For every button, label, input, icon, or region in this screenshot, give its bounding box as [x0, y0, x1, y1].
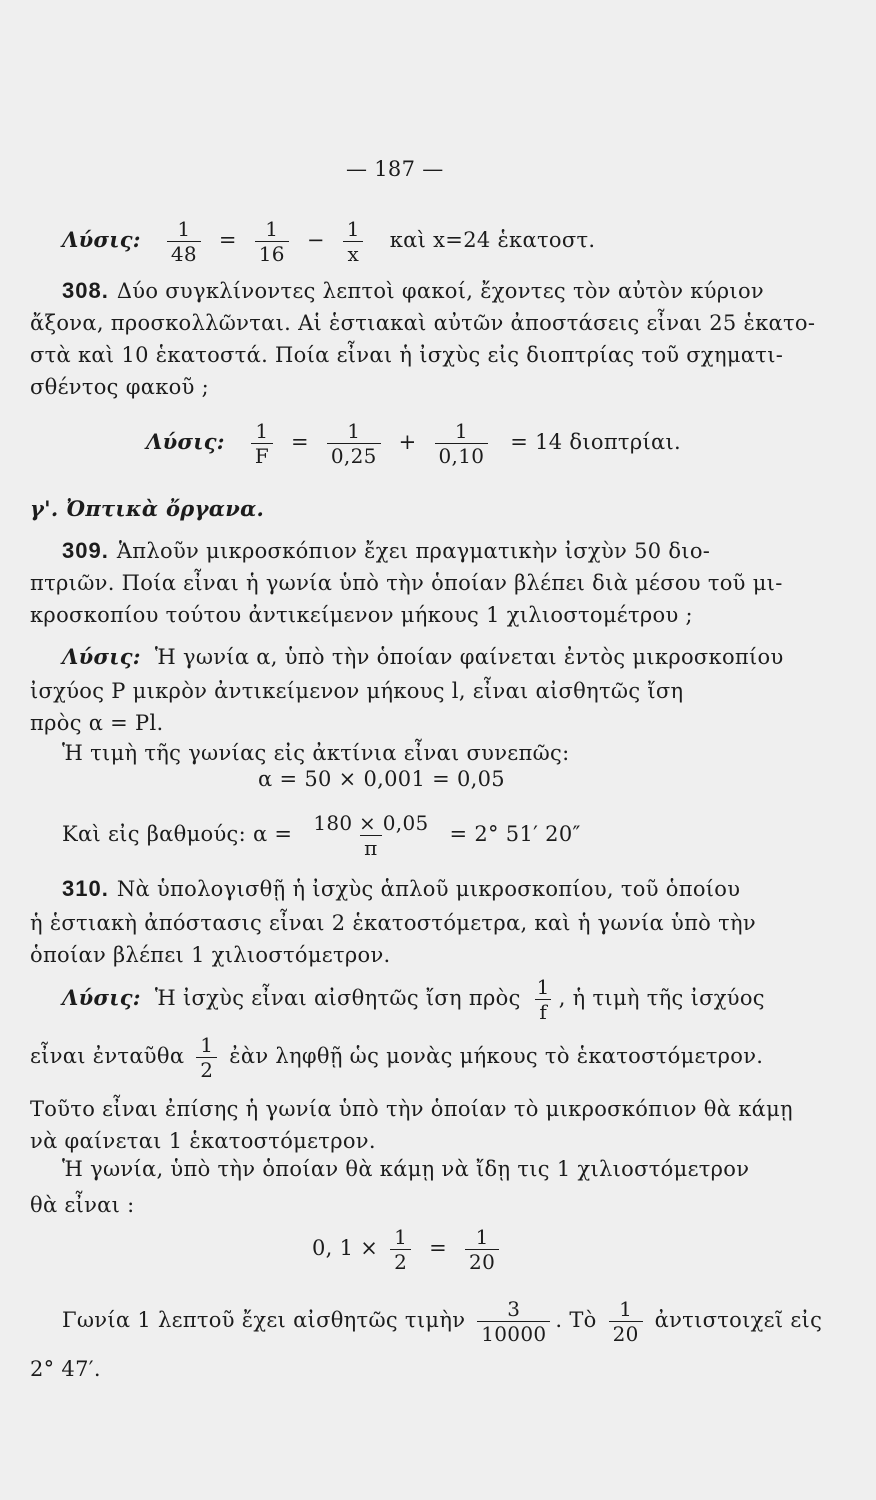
problem-310-solution-line-1: Λύσις: Ἡ ἰσχὺς εἶναι αἰσθητῶς ἴση πρὸς $\frac{1}{f}$ , ἡ τιμὴ τῆς ἰσχύος	[62, 975, 765, 1024]
final-line: Γωνία 1 λεπτοῦ ἔχει αἰσθητῶς τιμὴν $\frac{3}{10000}$ . Τὸ $\frac{1}{20}$ ἀντιστοιχεῖ εἰς	[62, 1297, 823, 1346]
fraction: $\frac{1}{0,10}$	[435, 421, 489, 466]
fraction: $\frac{3}{10000}$	[477, 1299, 550, 1344]
problem-number: 309.	[62, 538, 109, 563]
problem-308-line-1: 308. Δύο συγκλίνοντες λεπτοὶ φακοί, ἔχοντες τὸν αὐτὸν κύριον	[62, 278, 764, 303]
problem-310-line-2: ἡ ἑστιακὴ ἀπόστασις εἶναι 2 ἑκατοστόμετρα, καὶ ἡ γωνία ὑπὸ τὴν	[30, 911, 756, 935]
solution-label: Λύσις:	[62, 644, 141, 669]
fraction: $\frac{1}{0,25}$	[327, 421, 381, 466]
equation-angle: 0, 1 × $\frac{1}{2}$ = $\frac{1}{20}$	[312, 1218, 504, 1278]
fraction: $\frac{1}{2}$	[390, 1227, 411, 1272]
fraction: $\frac{1}{x}$	[343, 219, 364, 264]
fraction: $\frac{1}{16}$	[255, 219, 289, 264]
problem-310-solution-line-2: εἶναι ἐνταῦθα $\frac{1}{2}$ ἐὰν ληφθῇ ὡς μονὰς μήκους τὸ ἑκατοστόμετρον.	[30, 1033, 764, 1082]
problem-309-solution-line-2: ἰσχύος P μικρὸν ἀντικείμενον μήκους l, εἶναι αἰσθητῶς ἴση	[30, 679, 684, 703]
fraction: $\frac{1}{20}$	[465, 1227, 499, 1272]
equation-degrees: Καὶ εἰς βαθμούς: α = $\frac{180 \times 0,05}{\pi}$ = 2° 51′ 20″	[62, 811, 581, 860]
problem-308-line-2: ἄξονα, προσκολλῶνται. Αἱ ἑστιακαὶ αὐτῶν ἀποστάσεις εἶναι 25 ἑκατο-	[30, 311, 816, 335]
fraction: $\frac{1}{F}$	[251, 421, 273, 466]
problem-309-solution-line-3: πρὸς α = Pl.	[30, 711, 164, 735]
problem-310-line-3: ὁποίαν βλέπει 1 χιλιοστόμετρον.	[30, 943, 391, 967]
fraction: $\frac{1}{f}$	[536, 975, 550, 1024]
problem-310-solution-line-5: Ἡ γωνία, ὑπὸ τὴν ὁποίαν θὰ κάμῃ νὰ ἴδῃ τις 1 χιλιοστόμετρον	[62, 1157, 750, 1181]
equation-alpha: α = 50 × 0,001 = 0,05	[258, 767, 505, 791]
problem-308-solution: Λύσις: $\frac{1}{F}$ = $\frac{1}{0,25}$ + $\frac{1}{0,10}$ = 14 διοπτρίαι.	[146, 419, 682, 468]
solution-label: Λύσις:	[62, 985, 141, 1010]
top-solution: Λύσις: $\frac{1}{48}$ = $\frac{1}{16}$ − $\frac{1}{x}$ καὶ x=24 ἑκατοστ.	[62, 217, 596, 266]
problem-309-line-1: 309. Ἁπλοῦν μικροσκόπιον ἔχει πραγματικὴν ἰσχὺν 50 διο-	[62, 538, 711, 563]
problem-309-line-2: πτριῶν. Ποία εἶναι ἡ γωνία ὑπὸ τὴν ὁποίαν βλέπει διὰ μέσου τοῦ μι-	[30, 571, 783, 595]
problem-309-solution-line-4: Ἡ τιμὴ τῆς γωνίας εἰς ἀκτίνια εἶναι συνεπῶς:	[62, 741, 570, 765]
problem-310-solution-line-3: Τοῦτο εἶναι ἐπίσης ἡ γωνία ὑπὸ τὴν ὁποίαν τὸ μικροσκόπιον θὰ κάμῃ	[30, 1097, 793, 1121]
fraction: $\frac{1}{20}$	[609, 1299, 643, 1344]
section-heading: γ'. Ὀπτικὰ ὄργανα.	[30, 496, 265, 521]
problem-309-line-3: κροσκοπίου τούτου ἀντικείμενον μήκους 1 χιλιοστομέτρου ;	[30, 603, 693, 627]
problem-310-line-1: 310. Νὰ ὑπολογισθῇ ἡ ἰσχὺς ἁπλοῦ μικροσκοπίου, τοῦ ὁποίου	[62, 876, 741, 901]
fraction: $\frac{1}{2}$	[196, 1035, 217, 1080]
problem-310-solution-line-4: νὰ φαίνεται 1 ἑκατοστόμετρον.	[30, 1129, 376, 1153]
problem-308-line-3: στὰ καὶ 10 ἑκατοστά. Ποία εἶναι ἡ ἰσχὺς εἰς διοπτρίας τοῦ σχηματι-	[30, 343, 784, 367]
page-number: — 187 —	[346, 157, 444, 181]
problem-number: 308.	[62, 278, 109, 303]
solution-label: Λύσις:	[62, 227, 141, 252]
problem-308-line-4: σθέντος φακοῦ ;	[30, 375, 209, 399]
problem-309-solution-line-1: Λύσις: Ἡ γωνία α, ὑπὸ τὴν ὁποίαν φαίνεται ἐντὸς μικροσκοπίου	[62, 644, 784, 669]
solution-label: Λύσις:	[146, 429, 225, 454]
problem-310-solution-line-6: θὰ εἶναι :	[30, 1193, 135, 1217]
fraction: $\frac{180 \times 0,05}{\pi}$	[313, 811, 429, 860]
problem-number: 310.	[62, 876, 109, 901]
final-line-2: 2° 47′.	[30, 1357, 101, 1381]
fraction: $\frac{1}{48}$	[167, 219, 201, 264]
